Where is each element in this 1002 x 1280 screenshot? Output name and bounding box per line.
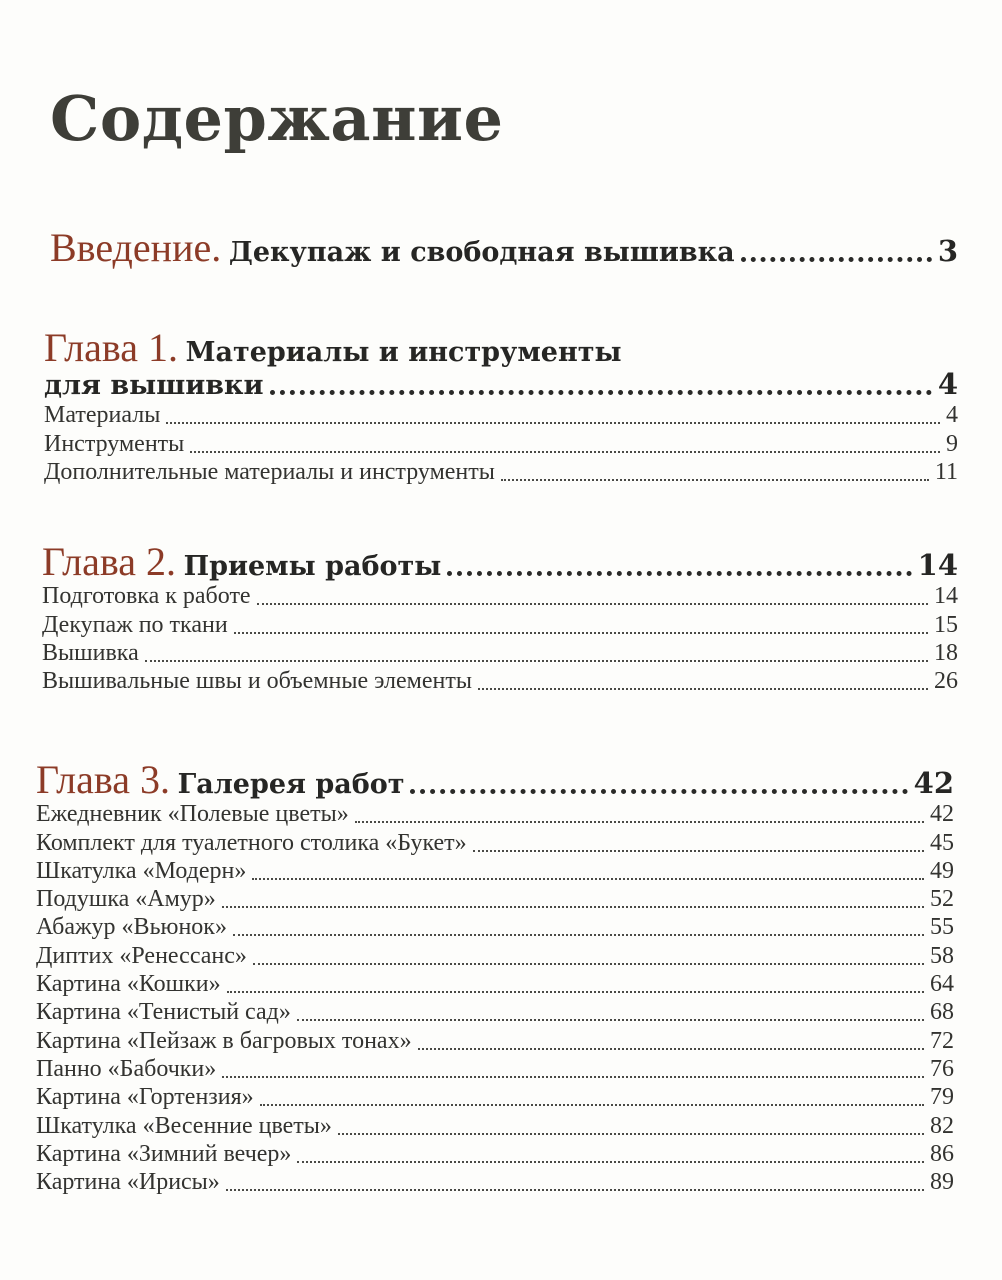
item-page-number: 14	[934, 583, 958, 610]
dot-leader	[222, 906, 924, 908]
list-item[interactable]	[42, 582, 958, 610]
list-item[interactable]	[36, 885, 954, 913]
dot-leader	[253, 963, 924, 965]
item-page-number: 82	[930, 1112, 954, 1139]
item-page-number: 76	[930, 1055, 954, 1082]
section-prefix: Введение.	[50, 225, 222, 270]
list-item[interactable]	[36, 1111, 954, 1139]
section-title: Материалы и инструменты	[185, 337, 622, 368]
item-label: Инструменты	[44, 430, 185, 457]
item-page-number: 52	[930, 886, 954, 913]
item-page-number: 4	[946, 402, 958, 429]
subitem-list	[36, 800, 954, 1196]
list-item[interactable]	[36, 1140, 954, 1168]
toc-chapter-1-row[interactable]	[44, 367, 958, 401]
item-page-number: 79	[930, 1084, 954, 1111]
item-label: Картина «Пейзаж в багровых тонах»	[36, 1027, 412, 1054]
item-label: Картина «Ирисы»	[36, 1169, 220, 1196]
dot-leader	[252, 878, 924, 880]
section-prefix: Глава 3.	[36, 757, 170, 802]
item-page-number: 58	[930, 942, 954, 969]
section-page-number: 14	[917, 548, 958, 582]
section-prefix: Глава 2.	[42, 539, 176, 584]
toc-intro-row[interactable]	[50, 225, 958, 270]
item-page-number: 89	[930, 1169, 954, 1196]
list-item[interactable]	[42, 610, 958, 638]
dot-leader	[297, 1161, 924, 1163]
section-heading	[44, 325, 958, 370]
item-label: Шкатулка «Модерн»	[36, 857, 247, 884]
item-label: Подушка «Амур»	[36, 886, 216, 913]
dot-leader	[257, 603, 928, 605]
toc-chapter-2	[42, 539, 958, 695]
list-item[interactable]	[36, 1026, 954, 1054]
toc-chapter-3	[36, 757, 954, 1196]
toc-chapter-1	[44, 325, 958, 486]
dot-leader	[355, 821, 924, 823]
page-title: Содержание	[50, 82, 504, 155]
item-label: Вышивальные швы и объемные элементы	[42, 668, 472, 695]
item-page-number: 55	[930, 914, 954, 941]
item-page-number: 26	[934, 668, 958, 695]
item-label: Картина «Зимний вечер»	[36, 1140, 292, 1167]
item-label: Декупаж по ткани	[42, 611, 228, 638]
list-item[interactable]	[44, 458, 958, 486]
item-page-number: 15	[934, 611, 958, 638]
item-page-number: 49	[930, 857, 954, 884]
dot-leader	[270, 390, 932, 395]
item-page-number: 68	[930, 999, 954, 1026]
toc-intro	[50, 225, 958, 270]
dot-leader	[297, 1019, 924, 1021]
dot-leader	[418, 1048, 924, 1050]
dot-leader	[410, 789, 907, 794]
section-title: Галерея работ	[177, 769, 405, 800]
list-item[interactable]	[36, 1055, 954, 1083]
list-item[interactable]	[36, 970, 954, 998]
dot-leader	[473, 850, 924, 852]
section-title: Декупаж и свободная вышивка	[228, 237, 735, 268]
dot-leader	[190, 451, 940, 453]
subitem-list	[42, 582, 958, 695]
dot-leader	[447, 571, 911, 576]
item-page-number: 11	[934, 458, 958, 485]
item-label: Картина «Кошки»	[36, 971, 221, 998]
item-label: Абажур «Вьюнок»	[36, 914, 227, 941]
dot-leader	[338, 1133, 924, 1135]
dot-leader	[222, 1076, 924, 1078]
list-item[interactable]	[36, 800, 954, 828]
list-item[interactable]	[36, 941, 954, 969]
list-item[interactable]	[36, 1168, 954, 1196]
list-item[interactable]	[42, 667, 958, 695]
section-heading	[36, 757, 405, 802]
item-label: Материалы	[44, 402, 161, 429]
list-item[interactable]	[42, 639, 958, 667]
dot-leader	[226, 1189, 924, 1191]
dot-leader	[166, 422, 940, 424]
section-title: Приемы работы	[183, 551, 442, 582]
item-page-number: 86	[930, 1140, 954, 1167]
section-prefix: Глава 1.	[44, 325, 178, 370]
subitem-list	[44, 401, 958, 486]
item-page-number: 72	[930, 1027, 954, 1054]
list-item[interactable]	[36, 913, 954, 941]
list-item[interactable]	[44, 401, 958, 429]
toc-chapter-2-row[interactable]	[42, 539, 958, 584]
item-label: Подготовка к работе	[42, 583, 251, 610]
item-label: Шкатулка «Весенние цветы»	[36, 1112, 332, 1139]
item-label: Картина «Гортензия»	[36, 1084, 254, 1111]
section-heading	[50, 225, 735, 270]
item-label: Ежедневник «Полевые цветы»	[36, 801, 349, 828]
item-label: Картина «Тенистый сад»	[36, 999, 291, 1026]
item-page-number: 9	[946, 430, 958, 457]
list-item[interactable]	[36, 998, 954, 1026]
dot-leader	[478, 688, 928, 690]
item-label: Диптих «Ренессанс»	[36, 942, 247, 969]
dot-leader	[145, 660, 928, 662]
item-page-number: 42	[930, 801, 954, 828]
list-item[interactable]	[44, 429, 958, 457]
list-item[interactable]	[36, 828, 954, 856]
item-label: Панно «Бабочки»	[36, 1055, 217, 1082]
item-page-number: 18	[934, 639, 958, 666]
section-page-number: 4	[937, 367, 958, 401]
dot-leader	[227, 991, 924, 993]
section-page-number: 42	[913, 766, 954, 800]
dot-leader	[260, 1104, 924, 1106]
item-label: Вышивка	[42, 639, 139, 666]
dot-leader	[234, 632, 928, 634]
item-page-number: 45	[930, 829, 954, 856]
list-item[interactable]	[36, 857, 954, 885]
dot-leader	[741, 257, 932, 262]
section-title-continued: для вышивки	[44, 370, 264, 401]
toc-chapter-3-row[interactable]	[36, 757, 954, 802]
section-page-number: 3	[937, 234, 958, 268]
item-page-number: 64	[930, 971, 954, 998]
dot-leader	[233, 934, 924, 936]
dot-leader	[501, 479, 929, 481]
list-item[interactable]	[36, 1083, 954, 1111]
item-label: Дополнительные материалы и инструменты	[44, 458, 495, 485]
section-heading	[42, 539, 442, 584]
item-label: Комплект для туалетного столика «Букет»	[36, 829, 467, 856]
